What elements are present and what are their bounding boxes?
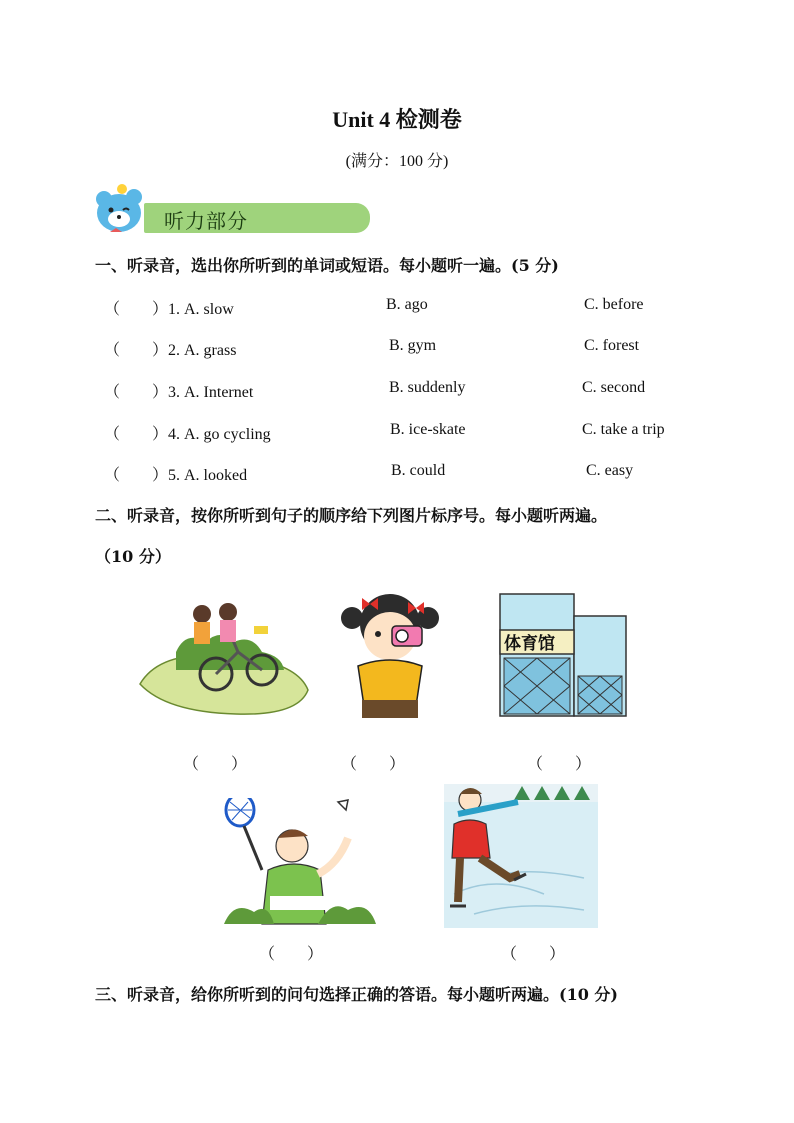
q3-instruction: 三、听录音，给你所听到的问句选择正确的答语。每小题听两遍。(10 分): [95, 985, 618, 1004]
ice-skating-picture: [444, 784, 598, 928]
q1-row-3: [0, 379, 794, 403]
mascot-bear-icon: [92, 183, 152, 239]
q1-row-5-option-b: B. could: [391, 462, 446, 479]
q1-row-4: [0, 421, 794, 445]
q1-row-1-option-a: （ ）1. A. slow: [104, 301, 234, 318]
gym-sign-text: 体育馆: [504, 634, 555, 654]
listening-section-badge: [92, 183, 292, 237]
q1-row-1-option-c: C. before: [584, 296, 644, 313]
q1-row-4-option-a: （ ）4. A. go cycling: [104, 426, 271, 443]
q1-row-2: [0, 337, 794, 361]
picture-2-answer-blank[interactable]: （ ）: [341, 756, 406, 773]
q2-instruction-line1: 二、听录音，按你所听到句子的顺序给下列图片标序号。每小题听两遍。: [95, 506, 608, 525]
camera-girl-picture: [336, 588, 444, 720]
q1-row-5: [0, 462, 794, 486]
q1-row-1-option-b: B. ago: [386, 296, 428, 313]
gym-building-picture: [498, 592, 630, 718]
q1-row-3-option-b: B. suddenly: [389, 379, 466, 396]
q1-row-1: [0, 296, 794, 320]
q1-row-3-option-c: C. second: [582, 379, 646, 396]
q2-instruction-line2: （10 分）: [95, 547, 171, 566]
q1-row-2-option-b: B. gym: [389, 337, 437, 354]
badminton-picture: [222, 798, 378, 928]
q1-instruction: 一、听录音，选出你所听到的单词或短语。每小题听一遍。(5 分): [95, 256, 559, 275]
picture-4-answer-blank[interactable]: （ ）: [259, 946, 324, 963]
picture-5-answer-blank[interactable]: （ ）: [501, 946, 566, 963]
section-label: 听力部分: [164, 209, 248, 233]
full-score-note: (满分：100 分): [345, 153, 449, 170]
picture-1-answer-blank[interactable]: （ ）: [183, 756, 248, 773]
cycling-picture: [136, 592, 310, 720]
q1-row-5-option-c: C. easy: [586, 462, 634, 479]
q1-row-2-option-a: （ ）2. A. grass: [104, 342, 237, 359]
q1-row-4-option-b: B. ice-skate: [390, 421, 466, 438]
q1-row-3-option-a: （ ）3. A. Internet: [104, 384, 254, 401]
q1-row-4-option-c: C. take a trip: [582, 421, 665, 438]
page-title: Unit 4 检测卷: [332, 107, 462, 132]
q1-row-5-option-a: （ ）5. A. looked: [104, 467, 248, 484]
q1-row-2-option-c: C. forest: [584, 337, 640, 354]
picture-3-answer-blank[interactable]: （ ）: [527, 756, 592, 773]
